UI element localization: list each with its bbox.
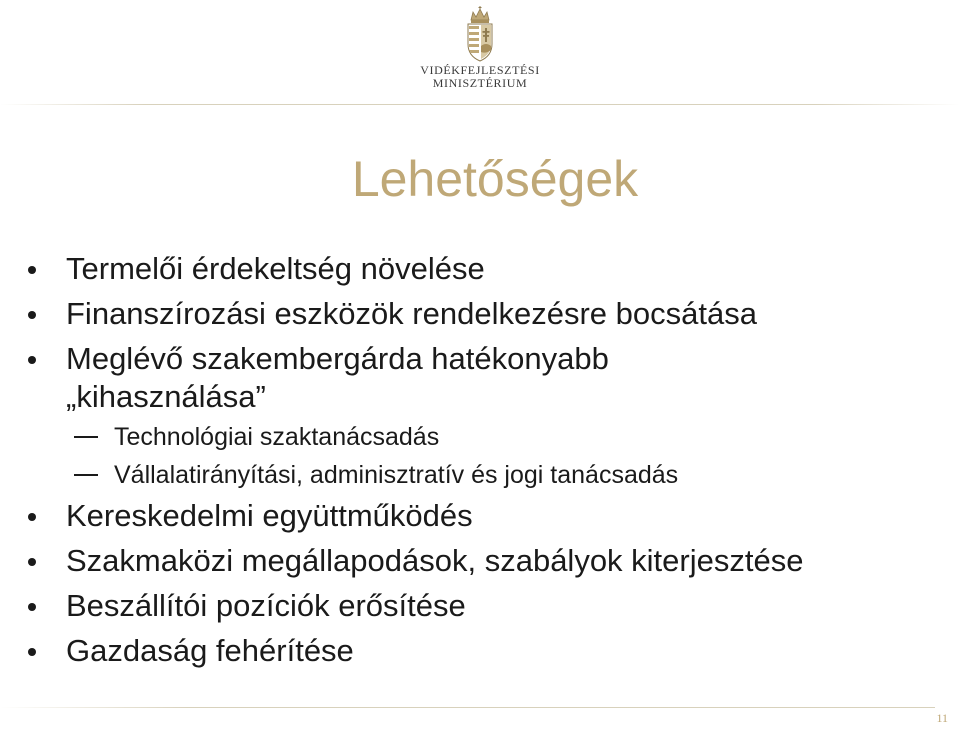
list-item-text: Kereskedelmi együttműködés — [66, 498, 473, 533]
bullet-icon — [28, 603, 36, 611]
list-item — [28, 587, 938, 625]
list-item-text: Termelői érdekeltség növelése — [66, 251, 485, 286]
sub-list-item — [28, 459, 938, 491]
bullet-icon — [28, 356, 36, 364]
list-item — [28, 295, 938, 333]
dash-icon — [74, 436, 98, 438]
bullet-icon — [28, 311, 36, 319]
list-item-text: Beszállítói pozíciók erősítése — [66, 588, 466, 623]
coat-of-arms-icon — [463, 6, 497, 62]
list-item-text: Szakmaközi megállapodások, szabályok kiterjesztése — [66, 543, 804, 578]
header-divider — [0, 104, 960, 105]
footer-divider — [0, 707, 935, 708]
logo-line-1: VIDÉKFEJLESZTÉSI — [420, 63, 540, 77]
dash-icon — [74, 474, 98, 476]
sub-list-item-text: Technológiai szaktanácsadás — [114, 423, 440, 451]
slide-title: Lehetőségek — [351, 151, 639, 207]
list-item-text: Gazdaság fehérítése — [66, 633, 354, 668]
list-item — [28, 250, 938, 288]
list-item — [28, 497, 938, 535]
bullet-icon — [28, 266, 36, 274]
sub-list-item-text: Vállalatirányítási, adminisztratív és jogi tanácsadás — [114, 461, 679, 489]
list-item — [28, 340, 786, 416]
ministry-logo — [410, 6, 550, 98]
list-item — [28, 542, 826, 580]
bullet-list — [28, 250, 938, 677]
sub-list-item — [28, 421, 938, 453]
list-item — [28, 632, 938, 670]
bullet-icon — [28, 648, 36, 656]
list-item-text: Meglévő szakembergárda hatékonyabb „kihasználása” — [66, 341, 609, 414]
page-number: 11 — [936, 711, 948, 725]
bullet-icon — [28, 513, 36, 521]
bullet-icon — [28, 558, 36, 566]
logo-line-2: MINISZTÉRIUM — [432, 76, 528, 90]
list-item-text: Finanszírozási eszközök rendelkezésre bocsátása — [66, 296, 757, 331]
